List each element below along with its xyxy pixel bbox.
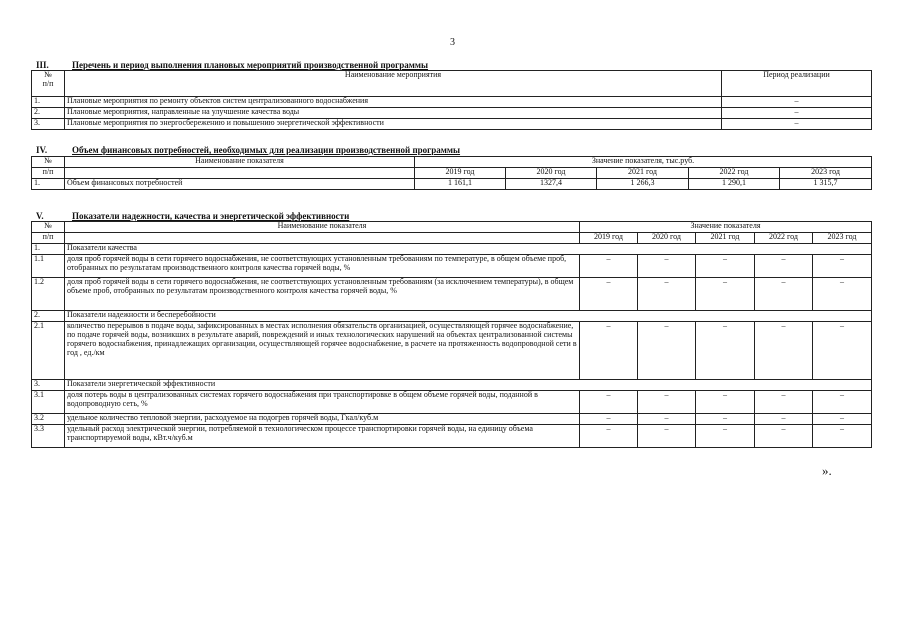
row-number: 3.3 <box>32 425 65 448</box>
section-3-number: III. <box>36 60 49 70</box>
year-header: 2022 год <box>755 233 813 244</box>
year-header: 2023 год <box>813 233 872 244</box>
row-value: – <box>755 425 813 448</box>
row-value: 1 266,3 <box>597 179 689 190</box>
name-header-blank <box>65 233 580 244</box>
table-row <box>32 97 872 108</box>
row-value: 1327,4 <box>506 179 597 190</box>
group-row <box>32 311 872 322</box>
group-name: Показатели качества <box>65 244 872 255</box>
row-period: – <box>722 119 872 130</box>
row-number: 1.1 <box>32 255 65 278</box>
row-value: – <box>755 391 813 414</box>
row-value: – <box>755 255 813 278</box>
value-header: Значение показателя <box>580 222 872 233</box>
table-header-row <box>32 168 872 179</box>
row-value: – <box>755 278 813 311</box>
row-number: 3. <box>32 380 65 391</box>
section-5-number: V. <box>36 211 44 221</box>
table-header-row <box>32 157 872 168</box>
row-value: – <box>755 322 813 380</box>
table-header-row <box>32 222 872 233</box>
row-period: – <box>722 108 872 119</box>
row-value: 1 315,7 <box>780 179 872 190</box>
section-5-title: Показатели надежности, качества и энергетической эффективности <box>72 211 350 221</box>
year-header: 2020 год <box>638 233 696 244</box>
row-value: 1 290,1 <box>689 179 780 190</box>
row-name: Плановые мероприятия по ремонту объектов систем централизованного водоснабжения <box>65 97 722 108</box>
no-header: п/п <box>32 233 65 244</box>
year-header: 2021 год <box>597 168 689 179</box>
row-value: – <box>696 322 755 380</box>
row-value: – <box>580 255 638 278</box>
row-number: 1. <box>32 179 65 190</box>
row-value: – <box>638 425 696 448</box>
row-value: – <box>580 322 638 380</box>
row-value: – <box>696 425 755 448</box>
row-value: – <box>638 391 696 414</box>
value-header: Значение показателя, тыс.руб. <box>415 157 872 168</box>
row-name: удельный расход электрической энергии, потребляемой в технологическом процессе транспортировки горячей воды, на единицу объема транспортируемой воды, кВт.ч/куб.м <box>65 425 580 448</box>
no-header: № <box>32 157 65 168</box>
row-number: 2. <box>32 311 65 322</box>
table-row <box>32 425 872 448</box>
table-header-row <box>32 71 872 97</box>
row-number: 2. <box>32 108 65 119</box>
name-header-blank <box>65 168 415 179</box>
row-name: доля проб горячей воды в сети горячего водоснабжения, не соответствующих установленным требованиям (за исключением температуры), в общем объеме проб, отобранных по результатам производственного контроля качества горячей воды, % <box>65 278 580 311</box>
row-value: – <box>696 414 755 425</box>
section-3-title: Перечень и период выполнения плановых мероприятий производственной программы <box>72 60 429 70</box>
group-name: Показатели надежности и бесперебойности <box>65 311 872 322</box>
row-value: – <box>813 425 872 448</box>
row-number: 1. <box>32 97 65 108</box>
no-header: № <box>32 222 65 233</box>
row-value: – <box>813 414 872 425</box>
section-4-table <box>31 156 872 190</box>
table-row <box>32 278 872 311</box>
row-number: 2.1 <box>32 322 65 380</box>
table-row <box>32 179 872 190</box>
period-header: Период реализации <box>722 71 872 97</box>
name-header: Наименование мероприятия <box>65 71 722 97</box>
row-value: – <box>580 278 638 311</box>
row-value: – <box>638 322 696 380</box>
section-4-number: IV. <box>36 145 48 155</box>
no-header: п/п <box>32 168 65 179</box>
section-3-table <box>31 70 872 130</box>
section-4-heading <box>36 145 460 155</box>
year-header: 2019 год <box>580 233 638 244</box>
table-row <box>32 255 872 278</box>
name-header: Наименование показателя <box>65 222 580 233</box>
year-header: 2020 год <box>506 168 597 179</box>
row-name: доля потерь воды в централизованных системах горячего водоснабжения при транспортировке в общем объеме горячей воды, поданной в водопроводную сеть, % <box>65 391 580 414</box>
row-value: – <box>580 414 638 425</box>
row-value: – <box>813 278 872 311</box>
row-value: – <box>696 278 755 311</box>
table-row <box>32 322 872 380</box>
row-name: удельное количество тепловой энергии, расходуемое на подогрев горячей воды, Гкал/куб.м <box>65 414 580 425</box>
row-value: 1 161,1 <box>415 179 506 190</box>
row-value: – <box>638 414 696 425</box>
year-header: 2022 год <box>689 168 780 179</box>
row-value: – <box>813 391 872 414</box>
year-header: 2023 год <box>780 168 872 179</box>
section-5-table <box>31 221 872 448</box>
row-number: 3.1 <box>32 391 65 414</box>
year-header: 2019 год <box>415 168 506 179</box>
section-5-heading <box>36 211 349 221</box>
no-header: № п/п <box>32 71 65 97</box>
row-name: доля проб горячей воды в сети горячего водоснабжения, не соответствующих установленным требованиям по температуре, в общем объеме проб, отобранных по результатам производственного контроля качества горячей воды, % <box>65 255 580 278</box>
row-number: 1.2 <box>32 278 65 311</box>
group-row <box>32 244 872 255</box>
row-value: – <box>638 278 696 311</box>
group-name: Показатели энергетической эффективности <box>65 380 872 391</box>
table-header-row <box>32 233 872 244</box>
row-period: – <box>722 97 872 108</box>
table-row <box>32 119 872 130</box>
row-value: – <box>696 391 755 414</box>
name-header: Наименование показателя <box>65 157 415 168</box>
row-number: 3.2 <box>32 414 65 425</box>
row-name: количество перерывов в подаче воды, зафиксированных в местах исполнения обязательств организацией, осуществляющей горячее водоснабжение, по подаче горячей воды, возникших в результате аварий, повреждений и иных технологических нарушений на объектах централизованной системы горячего водоснабжения, принадлежащих организации, осуществляющей горячее водоснабжение, в расчете на протяженность водопроводной сети в год , ед./км <box>65 322 580 380</box>
row-value: – <box>580 425 638 448</box>
row-number: 1. <box>32 244 65 255</box>
row-name: Плановые мероприятия по энергосбережению и повышению энергетической эффективности <box>65 119 722 130</box>
row-value: – <box>638 255 696 278</box>
row-number: 3. <box>32 119 65 130</box>
row-value: – <box>813 322 872 380</box>
row-value: – <box>755 414 813 425</box>
row-name: Плановые мероприятия, направленные на улучшение качества воды <box>65 108 722 119</box>
year-header: 2021 год <box>696 233 755 244</box>
row-value: – <box>813 255 872 278</box>
closing-quote-mark: ». <box>822 463 832 478</box>
row-value: – <box>696 255 755 278</box>
table-row <box>32 391 872 414</box>
table-row <box>32 108 872 119</box>
table-row <box>32 414 872 425</box>
row-name: Объем финансовых потребностей <box>65 179 415 190</box>
row-value: – <box>580 391 638 414</box>
page-number: 3 <box>450 37 455 48</box>
group-row <box>32 380 872 391</box>
section-4-title: Объем финансовых потребностей, необходимых для реализации производственной программы <box>72 145 461 155</box>
section-3-heading <box>36 60 428 70</box>
